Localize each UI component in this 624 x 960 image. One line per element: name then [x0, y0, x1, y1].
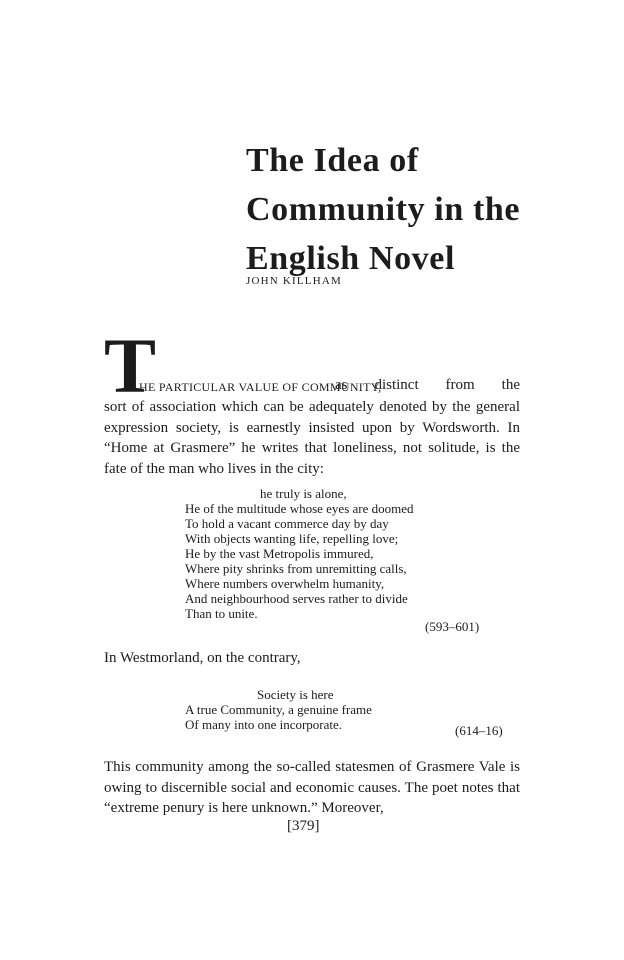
verse1-line-8: And neighbourhood serves rather to divide [185, 591, 408, 606]
verse-quotation-1 [185, 486, 414, 621]
verse2-line-1: Society is here [257, 687, 334, 702]
verse1-line-4: With objects wanting life, repelling love; [185, 531, 399, 546]
verse1-line-5: He by the vast Metropolis immured, [185, 546, 374, 561]
page-number: [379] [287, 818, 320, 834]
verse2-line-2: A true Community, a genuine frame [185, 702, 372, 717]
closing-paragraph: This community among the so-called statesmen of Grasmere Vale is owing to discernible social and economic causes. The poet notes that “extreme penury is here unknown.” Moreover, [104, 759, 520, 816]
opening-paragraph: sort of association which can be adequately denoted by the general expression society, is earnestly insisted upon by Wordsworth. In “Home at Grasmere” he writes that loneliness, not solitude, is the fate of the man who lives in the city: [104, 399, 520, 477]
verse1-line-1: he truly is alone, [260, 486, 347, 501]
interlude-line: In Westmorland, on the contrary, [104, 650, 301, 666]
verse2-citation: (614–16) [455, 723, 503, 738]
article-title [246, 136, 520, 283]
verse2-line-3: Of many into one incorporate. [185, 717, 343, 732]
verse1-line-2: He of the multitude whose eyes are doomed [185, 501, 414, 516]
opening-line-rest: as distinct from the [335, 377, 520, 393]
drop-cap: T [104, 322, 157, 409]
verse-quotation-2 [185, 687, 372, 732]
opening-small-caps: HE PARTICULAR VALUE OF COMMUNITY, [139, 380, 382, 394]
verse1-line-7: Where numbers overwhelm humanity, [185, 576, 385, 591]
title-line-3: English Novel [246, 240, 456, 277]
title-line-2: Community in the [246, 191, 521, 228]
verse1-line-9: Than to unite. [185, 606, 258, 621]
verse1-citation: (593–601) [425, 619, 480, 634]
title-line-1: The Idea of [246, 142, 419, 179]
author-name: JOHN KILLHAM [246, 275, 342, 287]
verse1-line-6: Where pity shrinks from unremitting calls, [185, 561, 407, 576]
verse1-line-3: To hold a vacant commerce day by day [185, 516, 389, 531]
